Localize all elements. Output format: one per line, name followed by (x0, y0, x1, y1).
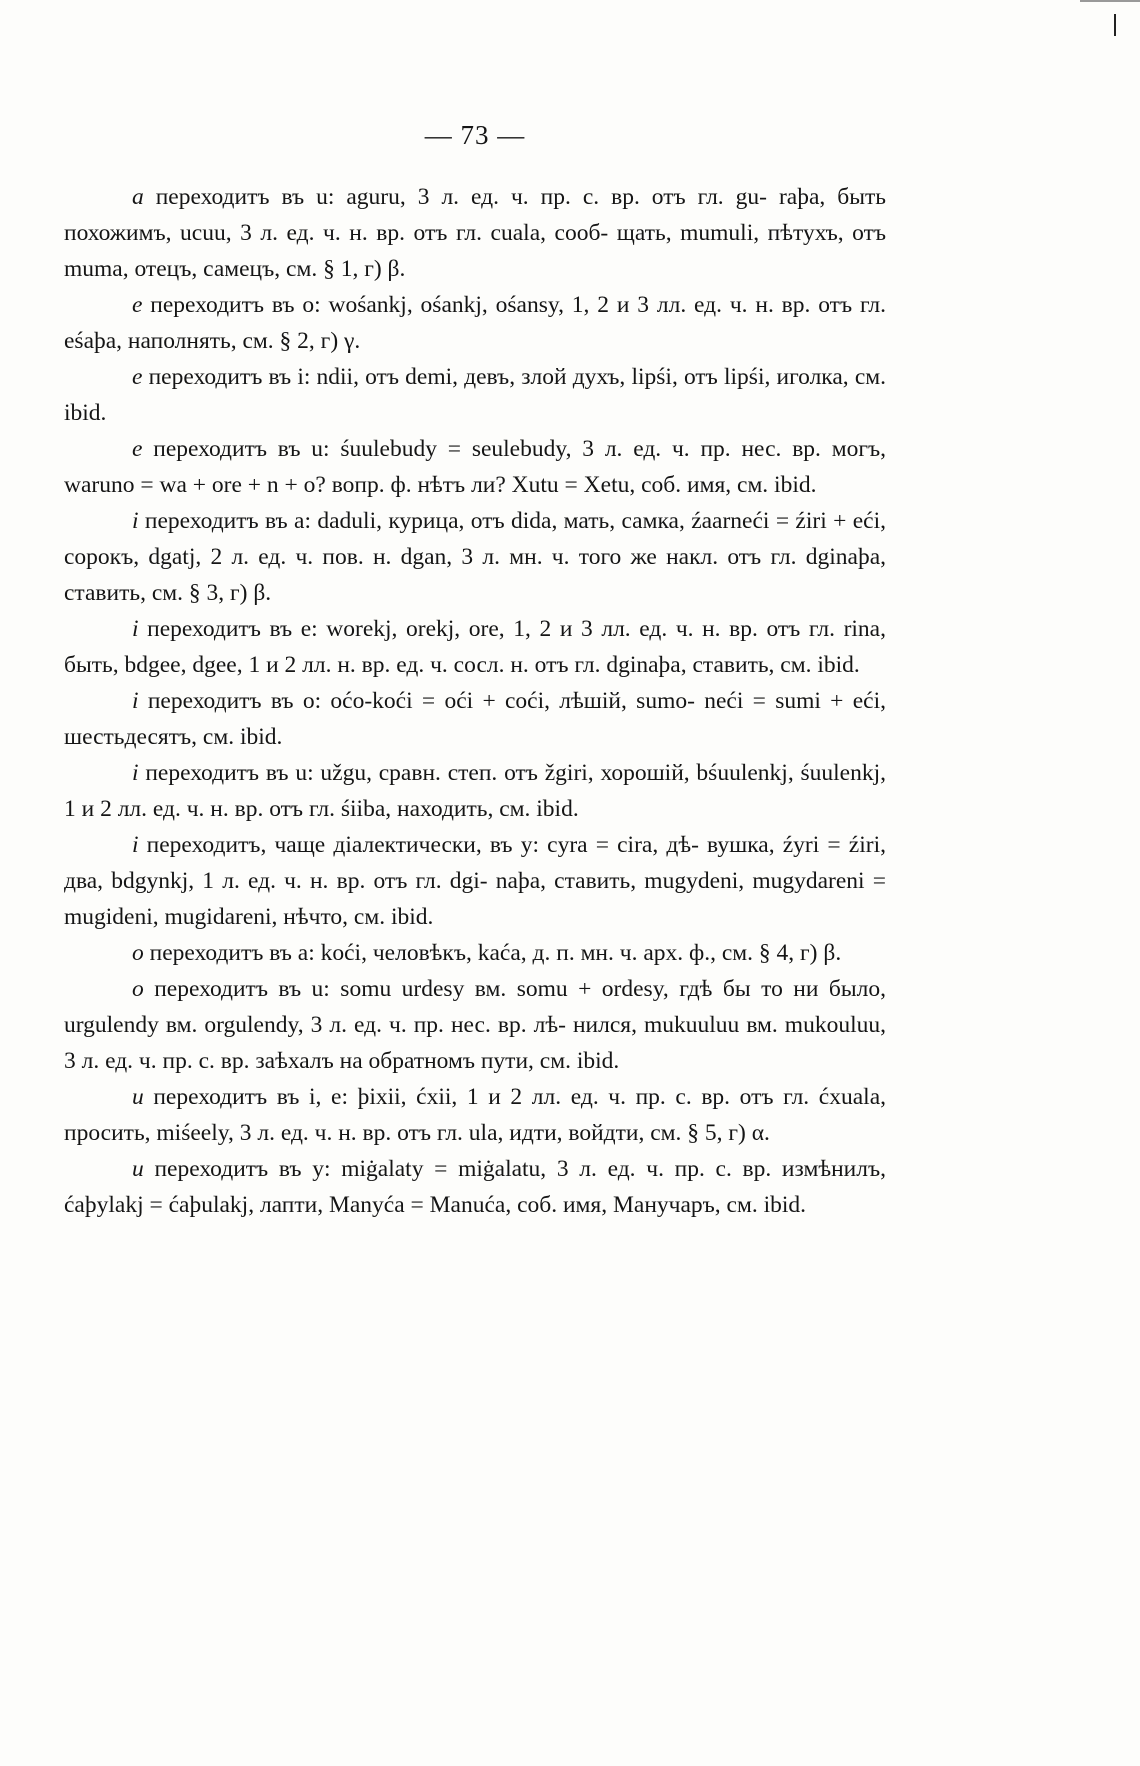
page (64, 120, 886, 1223)
paragraph-lead-letter: u (132, 1156, 144, 1182)
paragraph (64, 1079, 886, 1151)
paragraph (64, 179, 886, 287)
paragraph-text: переходитъ въ u: aguru, 3 л. ед. ч. пр. с. вр. отъ гл. gu- raþa, быть похожимъ, ucuu, 3 л. ед. ч. н. вр. отъ гл. cuala, сооб- щать, mumuli, пѣтухъ, отъ muma, отецъ, самецъ, см. § 1, г) β. (64, 184, 886, 282)
paragraph-text: переходитъ въ o: oćo-koći = oći + coći, лѣшій, sumo- neći = sumi + eći, шестьдесятъ, см. ibid. (64, 688, 886, 750)
paragraph-lead-letter: e (132, 436, 143, 462)
paragraph (64, 359, 886, 431)
paragraph-lead-letter: i (132, 688, 139, 714)
scan-edge-mark (1114, 14, 1116, 36)
paragraph (64, 971, 886, 1079)
page-number: — 73 — (424, 120, 526, 150)
paragraph-lead-letter: i (132, 832, 139, 858)
paragraph-lead-letter: e (132, 364, 143, 390)
paragraph-text: переходитъ въ u: somu urdesy вм. somu + ordesy, гдѣ бы то ни было, urgulendy вм. orgulendy, 3 л. ед. ч. пр. нес. вр. лѣ- нился, mukuuluu вм. mukouluu, 3 л. ед. ч. пр. с. вр. заѣхалъ на обратномъ пути, см. ibid. (64, 976, 886, 1074)
paragraph-text: переходитъ въ a: koći, человѣкъ, kaća, д. п. мн. ч. арх. ф., см. § 4, г) β. (143, 940, 842, 966)
paragraph-text: переходитъ въ i: ndii, отъ demi, девъ, злой духъ, lipśi, отъ lipśi, иголка, см. ibid. (64, 364, 886, 426)
paragraph-lead-letter: e (132, 292, 143, 318)
paragraph-text: переходитъ, чаще діалектически, въ y: cyra = cira, дѣ- вушка, źyri = źiri, два, bdgynkj, 1 л. ед. ч. н. вр. отъ гл. dgi- naþa, ставить, mugydeni, mugydareni = mugideni, mugidareni, нѣчто, см. ibid. (64, 832, 886, 930)
paragraph-lead-letter: u (132, 1084, 144, 1110)
paragraph-text: переходитъ въ o: wośankj, ośankj, ośansy, 1, 2 и 3 лл. ед. ч. н. вр. отъ гл. eśaþa, наполнять, см. § 2, г) γ. (64, 292, 886, 354)
body-text (64, 179, 886, 1223)
paragraph-text: переходитъ въ i, e: þixii, ćxii, 1 и 2 лл. ед. ч. пр. с. вр. отъ гл. ćxuala, просить, miśeely, 3 л. ед. ч. н. вр. отъ гл. ula, идти, войдти, см. § 5, г) α. (64, 1084, 886, 1146)
paragraph-lead-letter: i (132, 760, 139, 786)
paragraph (64, 755, 886, 827)
paragraph-text: переходитъ въ u: śuulebudy = seulebudy, 3 л. ед. ч. пр. нес. вр. могъ, waruno = wa + ore + n + o? вопр. ф. нѣтъ ли? Xutu = Xetu, соб. имя, см. ibid. (64, 436, 886, 498)
paragraph-text: переходитъ въ y: miġalaty = miġalatu, 3 л. ед. ч. пр. с. вр. измѣнилъ, ćaþylakj = ćaþulakj, лапти, Manyća = Manuća, соб. имя, Манучаръ, см. ibid. (64, 1156, 886, 1218)
paragraph (64, 287, 886, 359)
paragraph (64, 1151, 886, 1223)
paragraph (64, 431, 886, 503)
paragraph-lead-letter: o (132, 940, 144, 966)
paragraph-text: переходитъ въ e: worekj, orekj, ore, 1, 2 и 3 лл. ед. ч. н. вр. отъ гл. rina, быть, bdgee, dgee, 1 и 2 лл. н. вр. ед. ч. сосл. н. отъ гл. dginaþa, ставить, см. ibid. (64, 616, 886, 678)
paragraph (64, 827, 886, 935)
paragraph-lead-letter: a (132, 184, 144, 210)
paragraph (64, 611, 886, 683)
paragraph (64, 503, 886, 611)
paragraph-text: переходитъ въ u: užgu, сравн. степ. отъ žgiri, хорошій, bśuulenkj, śuulenkj, 1 и 2 лл. ед. ч. н. вр. отъ гл. śiiba, находить, см. ibid. (64, 760, 886, 822)
paragraph-lead-letter: i (132, 508, 139, 534)
paragraph-lead-letter: o (132, 976, 144, 1002)
paragraph-lead-letter: i (132, 616, 139, 642)
paragraph (64, 683, 886, 755)
paragraph-text: переходитъ въ a: daduli, курица, отъ dida, мать, самка, źaarneći = źiri + eći, сорокъ, dgatj, 2 л. ед. ч. пов. н. dgan, 3 л. мн. ч. того же накл. отъ гл. dginaþa, ставить, см. § 3, г) β. (64, 508, 886, 606)
paragraph (64, 935, 886, 971)
scan-edge-rule (1080, 0, 1140, 2)
